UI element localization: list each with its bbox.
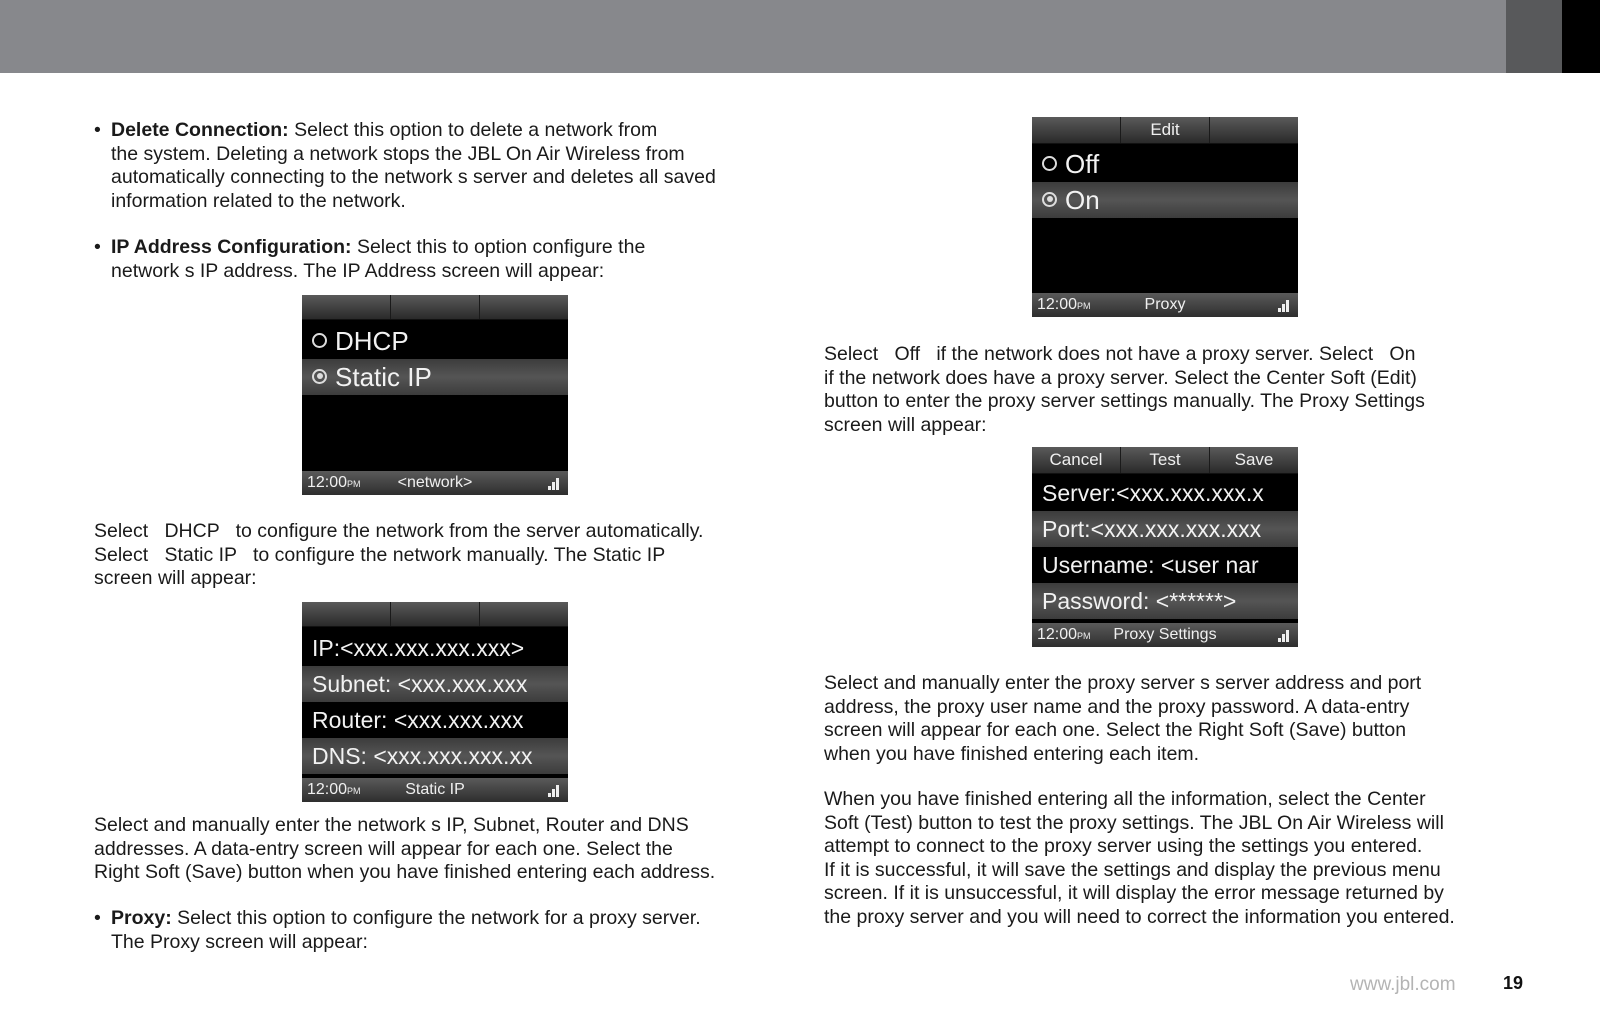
select-dhcp-line2: Select Static IP to configure the network manually. The Static IP xyxy=(94,543,666,566)
test-line2: Soft (Test) button to test the proxy settings. The JBL On Air Wireless will xyxy=(824,811,1444,834)
clock-ampm: PM xyxy=(1077,631,1091,641)
page-number: 19 xyxy=(1503,973,1524,993)
test-line4: If it is successful, it will save the settings and display the previous menu xyxy=(824,858,1441,881)
status-bar xyxy=(302,471,568,495)
option-dhcp[interactable] xyxy=(302,323,568,359)
test-line5: screen. If it is unsuccessful, it will display the error message returned by xyxy=(824,882,1444,904)
delete-connection-line3: automatically connecting to the network s server and deletes all saved xyxy=(111,166,716,188)
test-line3: attempt to connect to the proxy server using the settings you entered. xyxy=(824,835,1423,857)
signal-icon xyxy=(1278,300,1290,312)
status-bar xyxy=(1032,623,1298,647)
clock-time: 12:00 xyxy=(1037,626,1078,643)
softkey-right xyxy=(480,602,568,626)
clock-ampm: PM xyxy=(1077,301,1091,311)
proxy-screen xyxy=(1032,117,1298,317)
proxy-settings-screen xyxy=(1032,447,1298,647)
softkey-left xyxy=(302,295,391,319)
softkey-test[interactable]: Test xyxy=(1121,447,1210,473)
status-bar xyxy=(302,778,568,802)
signal-icon xyxy=(1278,630,1290,642)
bullet-dot: • xyxy=(94,236,101,258)
ip-config-line1: Select this to option configure the xyxy=(356,236,646,258)
select-off-on-line4: screen will appear: xyxy=(824,413,987,436)
select-dhcp-line1: Select DHCP to configure the network from the server automatically. xyxy=(94,520,704,542)
header-accent-gray xyxy=(1506,0,1562,73)
static-ip-screen xyxy=(302,602,568,802)
clock-time: 12:00 xyxy=(307,781,348,798)
screen-title: Static IP xyxy=(405,781,465,798)
select-off-on-line2: if the network does have a proxy server. Select the Center Soft (Edit) xyxy=(824,366,1417,389)
clock-time: 12:00 xyxy=(307,474,348,491)
clock-ampm: PM xyxy=(347,479,361,489)
softkey-center xyxy=(391,602,480,626)
manual-entry-line1: Select and manually enter the network s IP, Subnet, Router and DNS xyxy=(94,814,689,836)
option-off[interactable] xyxy=(1032,146,1298,182)
radio-off-icon xyxy=(1042,156,1057,171)
radio-on-icon xyxy=(312,369,327,384)
option-label: Off xyxy=(1065,149,1100,179)
softkey-right xyxy=(480,295,568,319)
softkey-left[interactable] xyxy=(1032,117,1121,143)
softkey-bar xyxy=(302,295,568,320)
ip-config-label: IP Address Configuration: xyxy=(111,236,352,258)
proxy-section xyxy=(94,907,794,954)
signal-icon xyxy=(548,785,560,797)
softkey-edit[interactable]: Edit xyxy=(1121,117,1210,143)
screen-title: Proxy Settings xyxy=(1113,626,1217,643)
softkey-right[interactable] xyxy=(1210,117,1298,143)
softkey-bar xyxy=(1032,447,1298,474)
softkey-cancel[interactable]: Cancel xyxy=(1032,447,1121,473)
proxy-entry-line2: address, the proxy user name and the proxy password. A data-entry xyxy=(824,695,1410,718)
ip-address-screen xyxy=(302,295,568,495)
bullet-proxy xyxy=(94,907,794,954)
bullet-dot: • xyxy=(94,119,101,141)
softkey-bar xyxy=(302,602,568,627)
field-server[interactable]: Server:<xxx.xxx.xxx.x xyxy=(1042,480,1264,506)
option-label: Static IP xyxy=(335,362,432,392)
test-text xyxy=(824,788,1544,929)
screen-title: <network> xyxy=(397,474,473,491)
radio-on-icon xyxy=(1042,192,1057,207)
bullet-dot: • xyxy=(94,907,101,929)
header-accent-black xyxy=(1562,0,1600,73)
proxy-entry-line1: Select and manually enter the proxy server s server address and port xyxy=(824,672,1422,694)
softkey-center xyxy=(391,295,480,319)
field-password[interactable]: Password: <******> xyxy=(1032,583,1298,619)
manual-entry-text xyxy=(94,814,794,885)
bullet-delete-connection xyxy=(94,119,784,213)
clock-ampm: PM xyxy=(347,786,361,796)
softkey-bar xyxy=(1032,117,1298,144)
delete-connection-section xyxy=(94,119,784,213)
field-router[interactable]: Router: <xxx.xxx.xxx xyxy=(312,707,524,733)
delete-connection-line4: information related to the network. xyxy=(111,189,406,212)
delete-connection-line1: Select this option to delete a network from xyxy=(294,119,658,141)
clock-time: 12:00 xyxy=(1037,296,1078,313)
ip-config-line2: network s IP address. The IP Address screen will appear: xyxy=(111,259,605,282)
radio-off-icon xyxy=(312,333,327,348)
ip-config-section xyxy=(94,236,784,283)
screen-title: Proxy xyxy=(1144,296,1186,313)
proxy-line1: Select this option to configure the network for a proxy server. xyxy=(177,907,701,929)
bullet-ip-config xyxy=(94,236,784,283)
field-port[interactable]: Port:<xxx.xxx.xxx.xxx xyxy=(1032,511,1298,547)
delete-connection-line2: the system. Deleting a network stops the JBL On Air Wireless from xyxy=(111,142,685,165)
delete-connection-label: Delete Connection: xyxy=(111,119,289,141)
select-dhcp-text xyxy=(94,520,794,591)
softkey-save[interactable]: Save xyxy=(1234,450,1274,469)
proxy-entry-text xyxy=(824,672,1524,766)
test-line1: When you have finished entering all the information, select the Center xyxy=(824,788,1426,810)
option-label: On xyxy=(1065,185,1100,215)
test-line6: the proxy server and you will need to correct the information you entered. xyxy=(824,905,1455,928)
manual-entry-line3: Right Soft (Save) button when you have finished entering each address. xyxy=(94,861,716,883)
proxy-label: Proxy: xyxy=(111,907,172,929)
select-off-on-text xyxy=(824,343,1524,437)
proxy-line2: The Proxy screen will appear: xyxy=(111,930,368,953)
signal-icon xyxy=(548,478,560,490)
select-off-on-line1: Select Off if the network does not have a proxy server. Select On xyxy=(824,343,1416,365)
softkey-left xyxy=(302,602,391,626)
field-ip[interactable]: IP:<xxx.xxx.xxx.xxx> xyxy=(312,635,525,661)
option-on[interactable] xyxy=(1032,182,1298,218)
option-static-ip[interactable] xyxy=(302,359,568,395)
field-subnet[interactable]: Subnet: <xxx.xxx.xxx xyxy=(302,666,568,702)
proxy-entry-line3: screen will appear for each one. Select the Right Soft (Save) button xyxy=(824,719,1407,741)
field-username[interactable]: Username: <user nar xyxy=(1042,552,1259,578)
status-bar xyxy=(1032,293,1298,317)
header-bar xyxy=(0,0,1600,73)
select-off-on-line3: button to enter the proxy server settings manually. The Proxy Settings xyxy=(824,390,1425,412)
footer-url[interactable]: www.jbl.com xyxy=(1350,974,1456,995)
proxy-entry-line4: when you have finished entering each item. xyxy=(824,742,1200,765)
select-dhcp-line3: screen will appear: xyxy=(94,567,257,589)
option-label: DHCP xyxy=(335,326,409,356)
manual-entry-line2: addresses. A data-entry screen will appear for each one. Select the xyxy=(94,837,673,860)
field-dns[interactable]: DNS: <xxx.xxx.xxx.xx xyxy=(302,738,568,774)
